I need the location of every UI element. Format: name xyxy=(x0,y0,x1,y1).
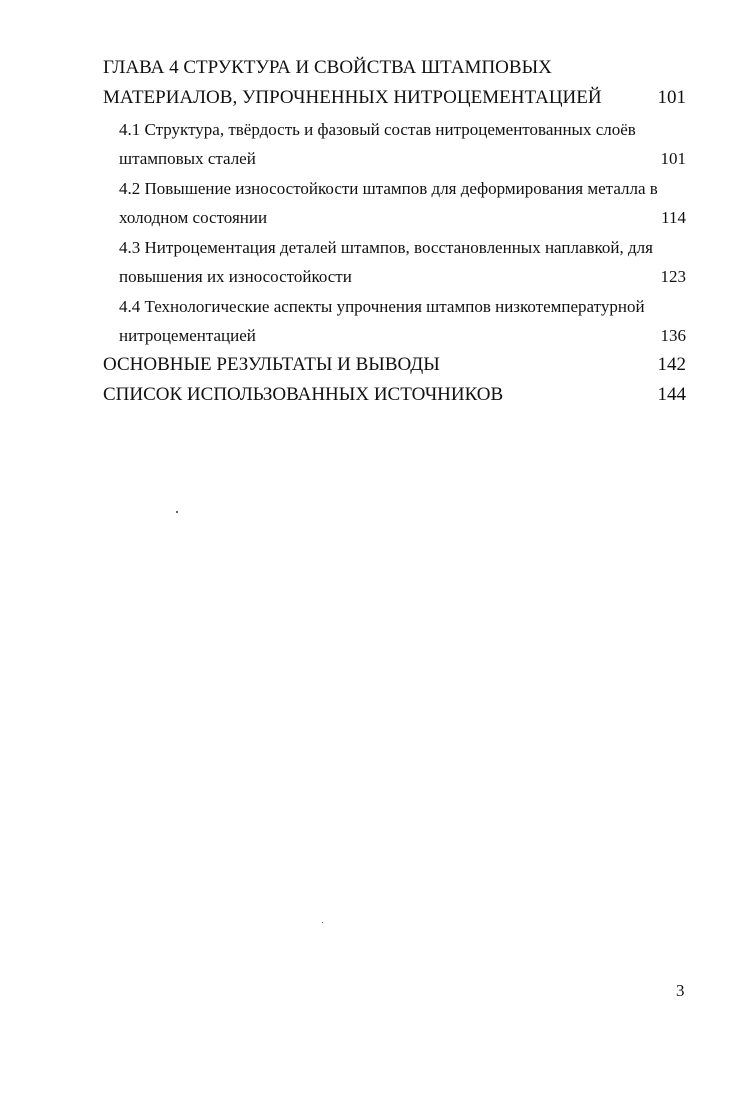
scan-speck xyxy=(176,511,178,513)
scan-speck xyxy=(322,922,323,923)
section-4-4-text-2: нитроцементацией xyxy=(119,326,256,345)
section-4-1-text-1: 4.1 Структура, твёрдость и фазовый состав нитроцементованных слоёв xyxy=(119,120,636,139)
chapter-4-title-text-2: МАТЕРИАЛОВ, УПРОЧНЕННЫХ НИТРОЦЕМЕНТАЦИЕЙ xyxy=(103,87,602,108)
section-4-2-page-number: 114 xyxy=(661,208,686,227)
section-4-4-text-1: 4.4 Технологические аспекты упрочнения штампов низкотемпературной xyxy=(119,297,645,316)
section-4-1-page-number: 101 xyxy=(660,149,686,168)
section-4-3-text-1: 4.3 Нитроцементация деталей штампов, восстановленных наплавкой, для xyxy=(119,238,653,257)
section-4-2-text-2: холодном состоянии xyxy=(119,208,268,227)
section-4-2-text-1: 4.2 Повышение износостойкости штампов для деформирования металла в xyxy=(119,179,658,198)
results-page-number: 142 xyxy=(657,354,686,375)
section-4-1-text-2: штамповых сталей xyxy=(119,149,256,168)
chapter-4-title-text-1: ГЛАВА 4 СТРУКТУРА И СВОЙСТВА ШТАМПОВЫХ xyxy=(103,57,552,78)
references-title: СПИСОК ИСПОЛЬЗОВАННЫХ ИСТОЧНИКОВ xyxy=(103,384,504,405)
references-page-number: 144 xyxy=(657,384,686,405)
section-4-3-text-2: повышения их износостойкости xyxy=(119,267,352,286)
results-title: ОСНОВНЫЕ РЕЗУЛЬТАТЫ И ВЫВОДЫ xyxy=(103,354,440,375)
section-4-4-page-number: 136 xyxy=(660,326,686,345)
section-4-3-page-number: 123 xyxy=(660,267,686,286)
chapter-4-page-number: 101 xyxy=(657,87,686,108)
page-number: 3 xyxy=(676,981,685,1000)
